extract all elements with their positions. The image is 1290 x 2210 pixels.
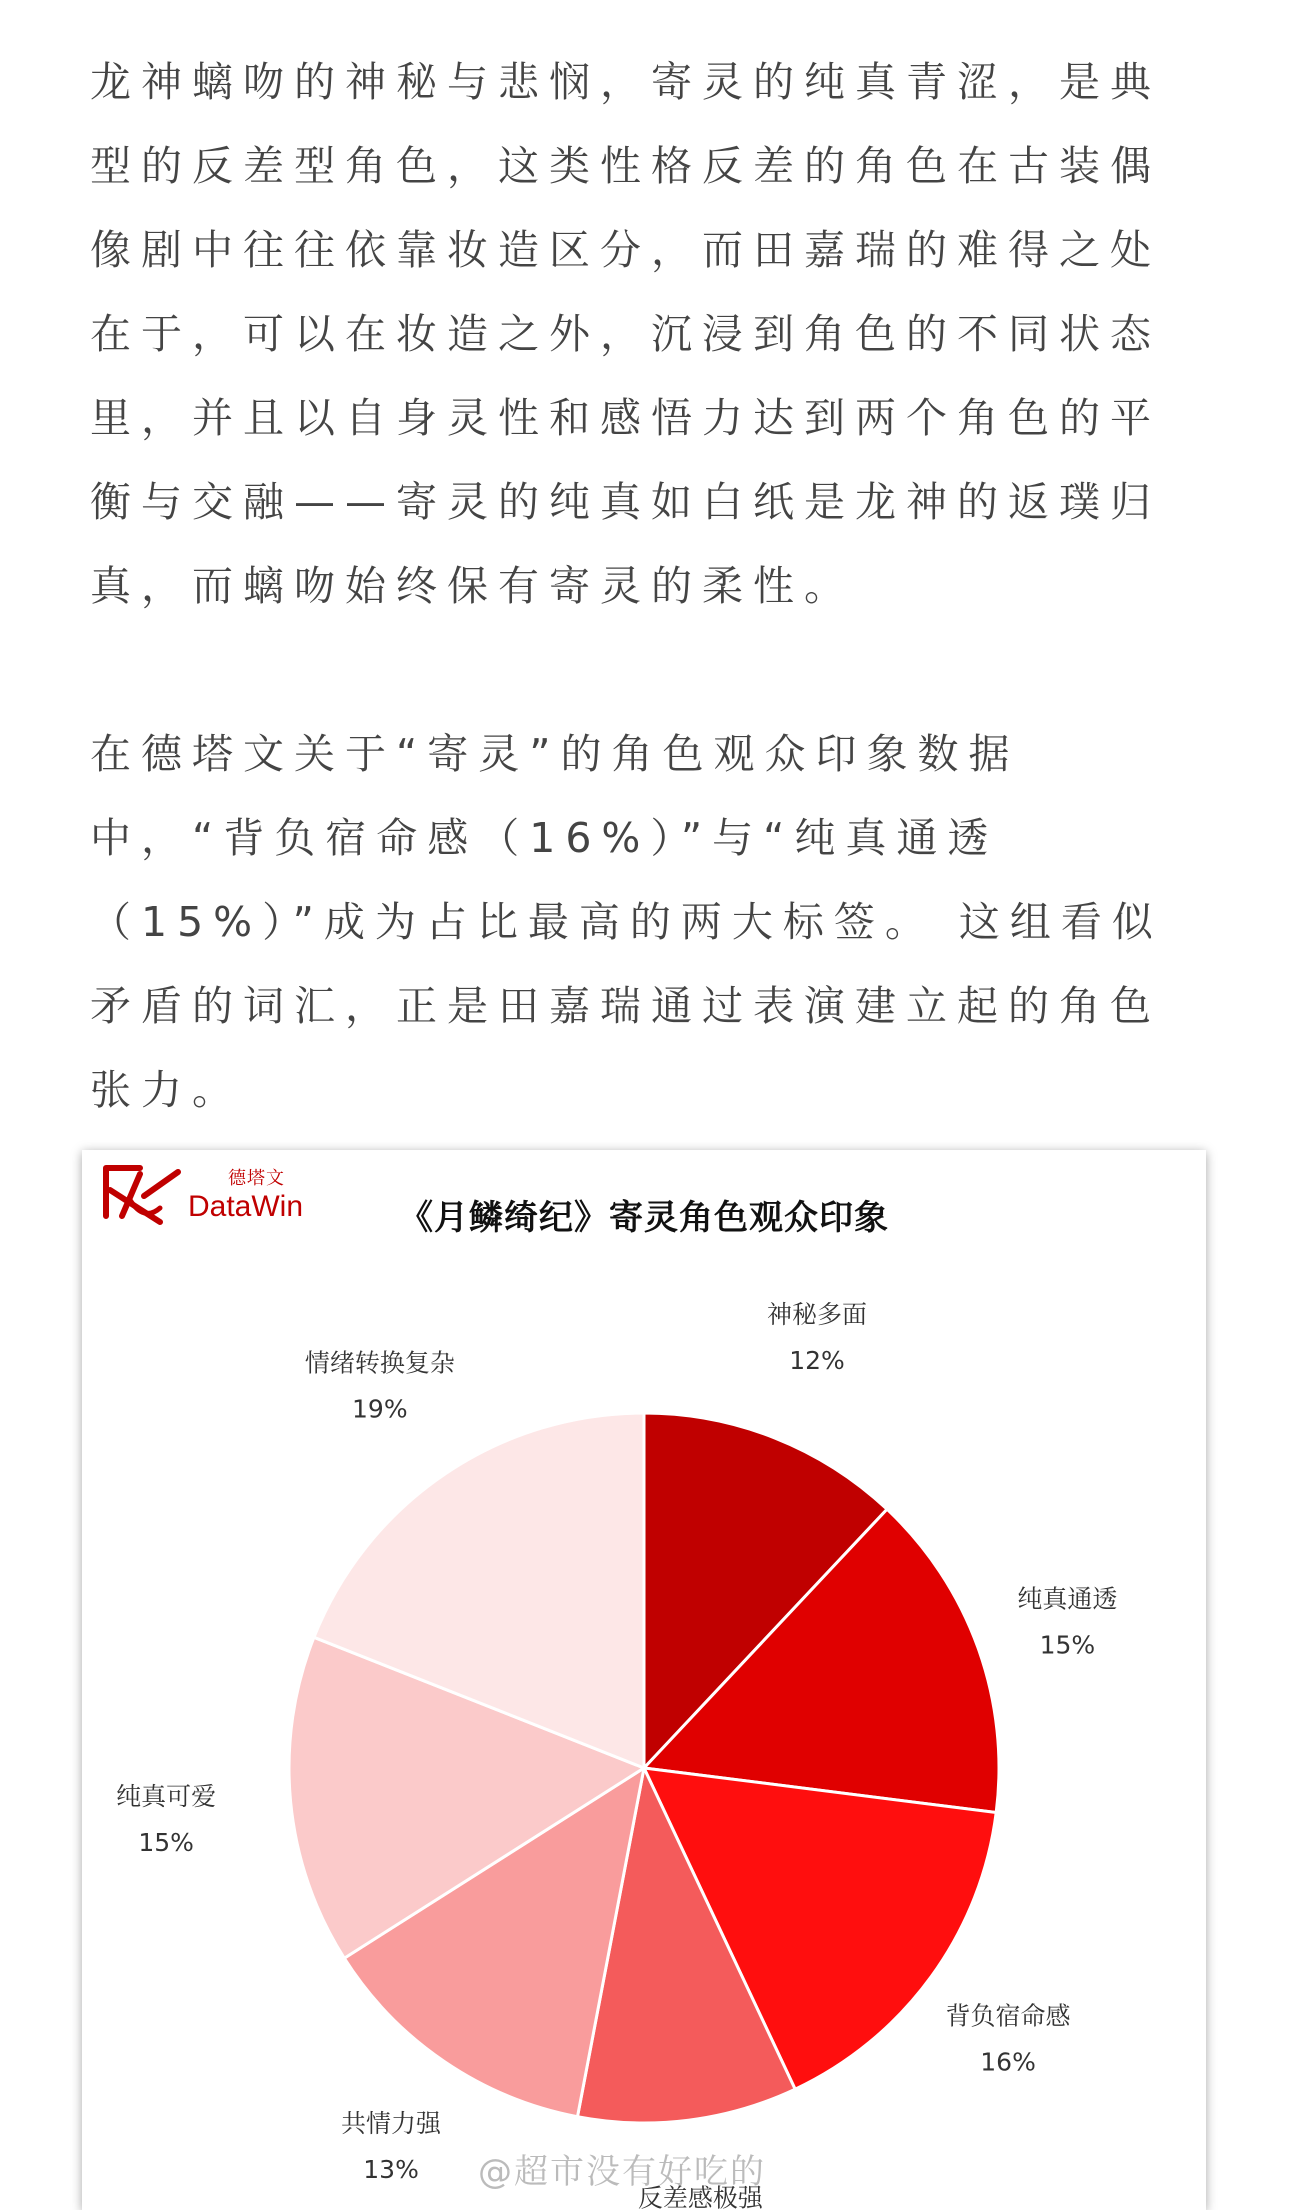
pie-label-5: 纯真可爱 (116, 1782, 217, 1812)
weibo-watermark: @超市没有好吃的 (478, 2152, 766, 2192)
paragraph-1: 龙神螭吻的神秘与悲悯，寄灵的纯真青涩，是典型的反差型角色，这类性格反差的角色在古装偶像剧中往往依靠妆造区分，而田嘉瑞的难得之处在于，可以在妆造之外，沉浸到角色的不同状态里，并且以自身灵性和感悟力达到两个角色的平衡与交融——寄灵的纯真如白纸是龙神的返璞归真，而螭吻始终保有寄灵的柔性。 (90, 58, 1161, 610)
logo-text-en: DataWin (188, 1190, 304, 1223)
chart-card (82, 1150, 1206, 2210)
pie-value-5: 15% (138, 1828, 194, 1858)
pie-label-0: 神秘多面 (767, 1300, 868, 1330)
pie-label-1: 纯真通透 (1017, 1584, 1118, 1614)
pie-value-2: 16% (980, 2047, 1036, 2077)
pie-label-4: 共情力强 (341, 2109, 442, 2139)
pie-label-2: 背负宿命感 (945, 2001, 1071, 2031)
pie-value-1: 15% (1039, 1630, 1096, 1660)
chart-title: 《月鳞绮纪》寄灵角色观众印象 (399, 1198, 889, 1238)
pie-value-4: 13% (363, 2155, 419, 2185)
pie-chart (82, 1150, 1206, 2210)
pie-value-6: 19% (352, 1394, 408, 1424)
pie-label-3: 反差感极强 (637, 2183, 763, 2210)
logo-text-cn: 德塔文 (228, 1168, 285, 1189)
pie-value-0: 12% (789, 1346, 845, 1376)
paragraph-2: 在德塔文关于“寄灵”的角色观众印象数据中，“背负宿命感（16%）”与“纯真通透（15%）”成为占比最高的两大标签。 这组看似矛盾的词汇，正是田嘉瑞通过表演建立起的角色张力。 (90, 730, 1163, 1114)
pie-label-6: 情绪转换复杂 (304, 1348, 455, 1378)
article-body (90, 40, 1200, 1132)
